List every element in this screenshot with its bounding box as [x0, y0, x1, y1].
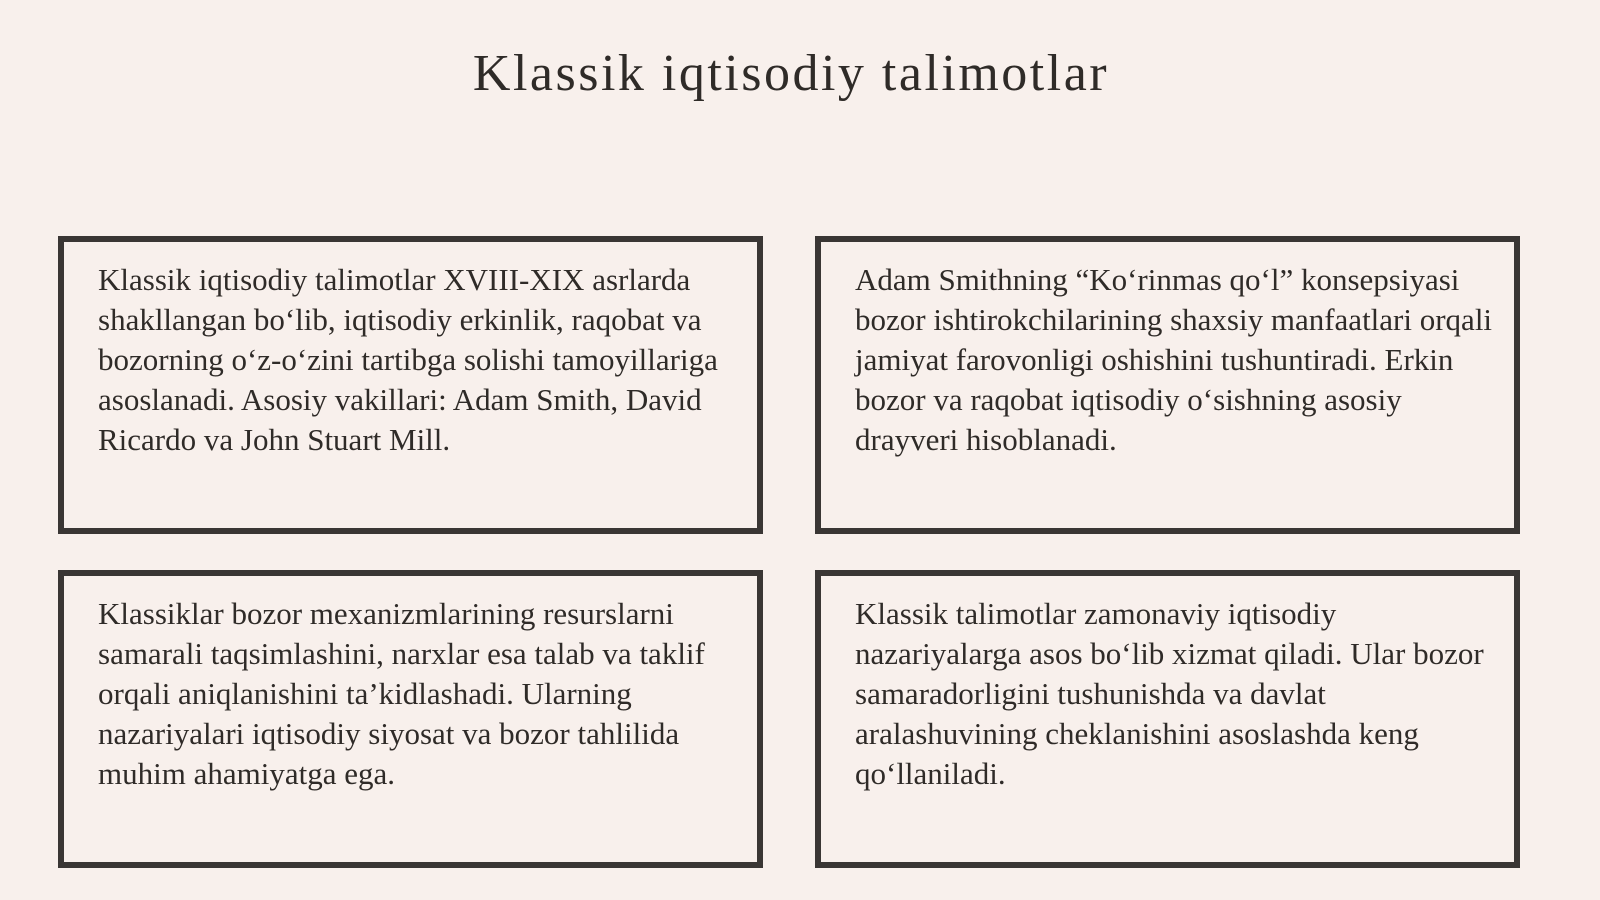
text-card-invisible-hand [815, 236, 1520, 534]
card-text: Klassiklar bozor mexanizmlarining resurslarni samarali taqsimlashini, narxlar esa talab va taklif orqali aniqlanishini ta’kidlashadi. Ularning nazariyalari iqtisodiy siyosat va bozor tahlilida muhim ahamiyatga ega. [98, 596, 705, 791]
text-card-classical-overview [58, 236, 763, 534]
card-text: Adam Smithning “Ko‘rinmas qo‘l” konsepsiyasi bozor ishtirokchilarining shaxsiy manfaatlari orqali jamiyat farovonligi oshishini tushuntiradi. Erkin bozor va raqobat iqtisodiy o‘sishning asosiy drayveri hisoblanadi. [855, 262, 1493, 457]
card-text: Klassik talimotlar zamonaviy iqtisodiy nazariyalarga asos bo‘lib xizmat qiladi. Ular bozor samaradorligini tushunishda va davlat aralashuvining cheklanishini asoslashda keng qo‘llaniladi. [855, 596, 1484, 791]
text-card-modern-relevance [815, 570, 1520, 868]
slide-title: Klassik iqtisodiy talimotlar [472, 45, 1110, 102]
card-text: Klassik iqtisodiy talimotlar XVIII-XIX asrlarda shakllangan bo‘lib, iqtisodiy erkinlik, raqobat va bozorning o‘z-o‘zini tartibga solishi tamoyillariga asoslanadi. Asosiy vakillari: Adam Smith, David Ricardo va John Stuart Mill. [98, 262, 718, 457]
text-card-market-mechanisms [58, 570, 763, 868]
